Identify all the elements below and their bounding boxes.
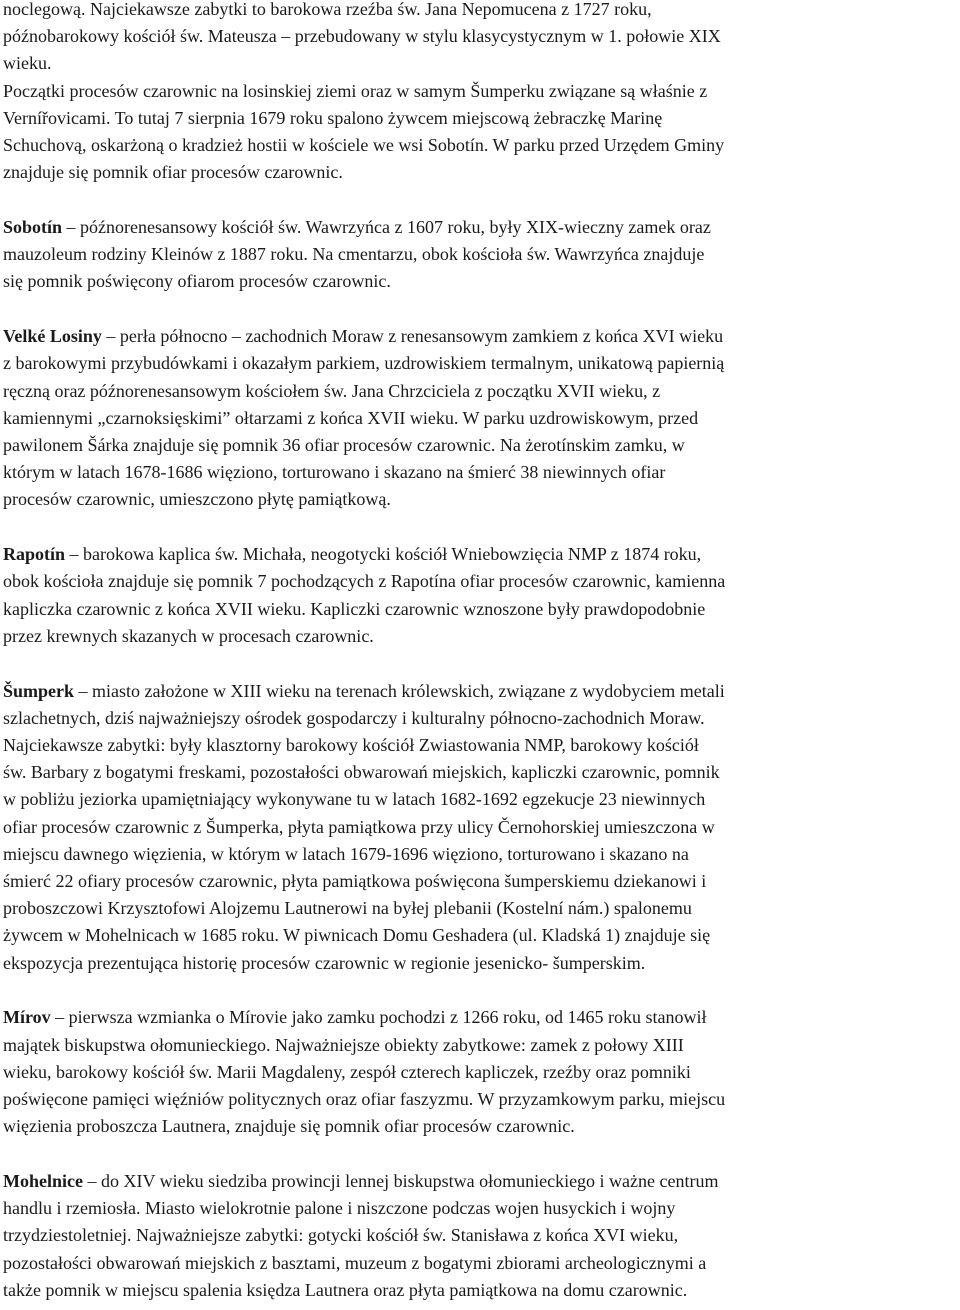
text-line xyxy=(3,1004,955,1031)
text-line: Schuchovą, oskarżoną o kradzież hostii w kościele we wsi Sobotín. W parku przed Urzędem Gminy xyxy=(3,135,725,156)
text-line: ręczną oraz późnorenesansowym kościołem św. Jana Chrzciciela z początku XVII wieku, z xyxy=(3,380,661,401)
text-line: śmierć 22 ofiary procesów czarownic, płyta pamiątkowa poświęcona šumperskiemu dziekanowi i xyxy=(3,871,707,892)
text-line: w pobliżu jeziorka upamiętniający wykonywane tu w latach 1682-1692 egzekucje 23 niewinnych xyxy=(3,789,706,810)
section-text: – do XIV wieku siedziba prowincji lennej biskupstwa ołomunieckiego i ważne centrum xyxy=(82,1171,719,1192)
text-line: którym w latach 1678-1686 więziono, torturowano i skazano na śmierć 38 niewinnych ofiar xyxy=(3,462,666,483)
section-sobotin xyxy=(3,214,955,296)
text-line: pozostałości obwarowań miejskich z basztami, muzeum z bogatymi zbiorami archeologicznymi a xyxy=(3,1252,707,1273)
text-line: mauzoleum rodziny Kleinów z 1887 roku. Na cmentarzu, obok kościoła św. Wawrzyńca znajduje xyxy=(3,244,705,265)
text-line: św. Barbary z bogatymi freskami, pozostałości obwarowań miejskich, kapliczki czarownic, pomnik xyxy=(3,762,720,783)
text-line: Najciekawsze zabytki: były klasztorny barokowy kościół Zwiastowania NMP, barokowy kościół xyxy=(3,735,699,756)
section-text: – pierwsza wzmianka o Mírovie jako zamku pochodzi z 1266 roku, od 1465 roku stanowił xyxy=(50,1007,707,1028)
paragraph-spacer xyxy=(3,650,955,678)
text-line: handlu i rzemiosła. Miasto wielokrotnie palone i niszczone podczas wojen husyckich i wojny xyxy=(3,1198,676,1219)
text-line: późnobarokowy kościół św. Mateusza – przebudowany w stylu klasycystycznym w 1. połowie XIX xyxy=(3,26,721,47)
town-name: Sobotín xyxy=(3,217,63,238)
paragraph-spacer xyxy=(3,186,955,214)
text-line: także pomnik w miejscu spalenia księdza Lautnera oraz płyta pamiątkowa na domu czarownic. xyxy=(3,1279,688,1300)
text-line: więzienia proboszcza Lautnera, znajduje się pomnik ofiar procesów czarownic. xyxy=(3,1116,575,1137)
text-line: Początki procesów czarownic na losinskiej ziemi oraz w samym Šumperku związane są właśnie z xyxy=(3,80,708,101)
text-line xyxy=(3,1168,955,1195)
intro-paragraph xyxy=(3,0,955,186)
text-line: ekspozycja prezentująca historię procesów czarownic w regionie jesenicko- šumperskim. xyxy=(3,952,646,973)
paragraph-spacer xyxy=(3,514,955,542)
text-line: trzydziestoletniej. Najważniejsze zabytki: gotycki kościół św. Stanisława z końca XVI wieku, xyxy=(3,1225,679,1246)
text-line: Vernířovicami. To tutaj 7 sierpnia 1679 roku spalono żywcem miejscową żebraczkę Marinę xyxy=(3,107,663,128)
text-line: majątek biskupstwa ołomunieckiego. Najważniejsze obiekty zabytkowe: zamek z połowy XIII xyxy=(3,1034,684,1055)
text-line: kamiennymi „czarnoksięskimi” ołtarzami z końca XVII wieku. W parku uzdrowiskowym, przed xyxy=(3,407,699,428)
section-mirov xyxy=(3,1004,955,1140)
text-line: miejscu dawnego więzienia, w którym w latach 1679-1696 więziono, torturowano i skazano na xyxy=(3,843,689,864)
text-line: wieku, barokowy kościół św. Marii Magdaleny, zespół czterech kapliczek, rzeźby oraz pomniki xyxy=(3,1061,691,1082)
text-line: obok kościoła znajduje się pomnik 7 pochodzących z Rapotína ofiar procesów czarownic, kamienna xyxy=(3,571,726,592)
text-line: z barokowymi przybudówkami i okazałym parkiem, uzdrowiskiem termalnym, unikatową papiernią xyxy=(3,353,725,374)
text-line xyxy=(3,541,955,568)
text-line: żywcem w Mohelnicach w 1685 roku. W piwnicach Domu Geshadera (ul. Kladská 1) znajduje się xyxy=(3,925,711,946)
town-name: Rapotín xyxy=(3,544,66,565)
text-line: kapliczka czarownic z końca XVII wieku. Kapliczki czarownic wznoszone były prawdopodobnie xyxy=(3,598,706,619)
paragraph-spacer xyxy=(3,1140,955,1168)
section-sumperk xyxy=(3,678,955,977)
town-name: Mohelnice xyxy=(3,1171,83,1192)
town-name: Velké Losiny xyxy=(3,326,102,347)
town-name: Mírov xyxy=(3,1007,51,1028)
paragraph-spacer xyxy=(3,977,955,1005)
text-line: się pomnik poświęcony ofiarom procesów czarownic. xyxy=(3,271,391,292)
text-line: szlachetnych, dziś najważniejszy ośrodek gospodarczy i kulturalny północno-zachodnich Moraw. xyxy=(3,707,705,728)
section-text: – barokowa kaplica św. Michała, neogotycki kościół Wniebowzięcia NMP z 1874 roku, xyxy=(65,544,702,565)
section-velke-losiny xyxy=(3,323,955,513)
section-mohelnice xyxy=(3,1168,955,1304)
text-line xyxy=(3,678,955,705)
text-line: znajduje się pomnik ofiar procesów czarownic. xyxy=(3,162,343,183)
text-line: wieku. xyxy=(3,53,52,74)
section-text: – perła północno – zachodnich Moraw z renesansowym zamkiem z końca XVI wieku xyxy=(101,326,724,347)
text-line: ofiar procesów czarownic z Šumperka, płyta pamiątkowa przy ulicy Černohorskiej umieszczona w xyxy=(3,816,715,837)
text-line xyxy=(3,323,955,350)
section-text: – późnorenesansowy kościół św. Wawrzyńca z 1607 roku, były XIX-wieczny zamek oraz xyxy=(62,217,711,238)
section-rapotin xyxy=(3,541,955,650)
town-name: Šumperk xyxy=(3,680,75,701)
text-line: pawilonem Šárka znajduje się pomnik 36 ofiar procesów czarownic. Na żerotínskim zamku, w xyxy=(3,435,685,456)
text-line: poświęcone pamięci więźniów politycznych oraz ofiar faszyzmu. W przyzamkowym parku, miejscu xyxy=(3,1089,726,1110)
section-text: – miasto założone w XIII wieku na terenach królewskich, związane z wydobyciem metali xyxy=(74,680,725,701)
text-line: proboszczowi Krzysztofowi Alojzemu Lautnerowi na byłej plebanii (Kostelní nám.) spalonemu xyxy=(3,898,692,919)
text-line: przez krewnych skazanych w procesach czarownic. xyxy=(3,625,374,646)
text-line xyxy=(3,214,955,241)
document-page xyxy=(3,0,955,1304)
text-line: procesów czarownic, umieszczono płytę pamiątkową. xyxy=(3,489,391,510)
text-line: noclegową. Najciekawsze zabytki to barokowa rzeźba św. Jana Nepomucena z 1727 roku, xyxy=(3,0,652,19)
paragraph-spacer xyxy=(3,296,955,324)
